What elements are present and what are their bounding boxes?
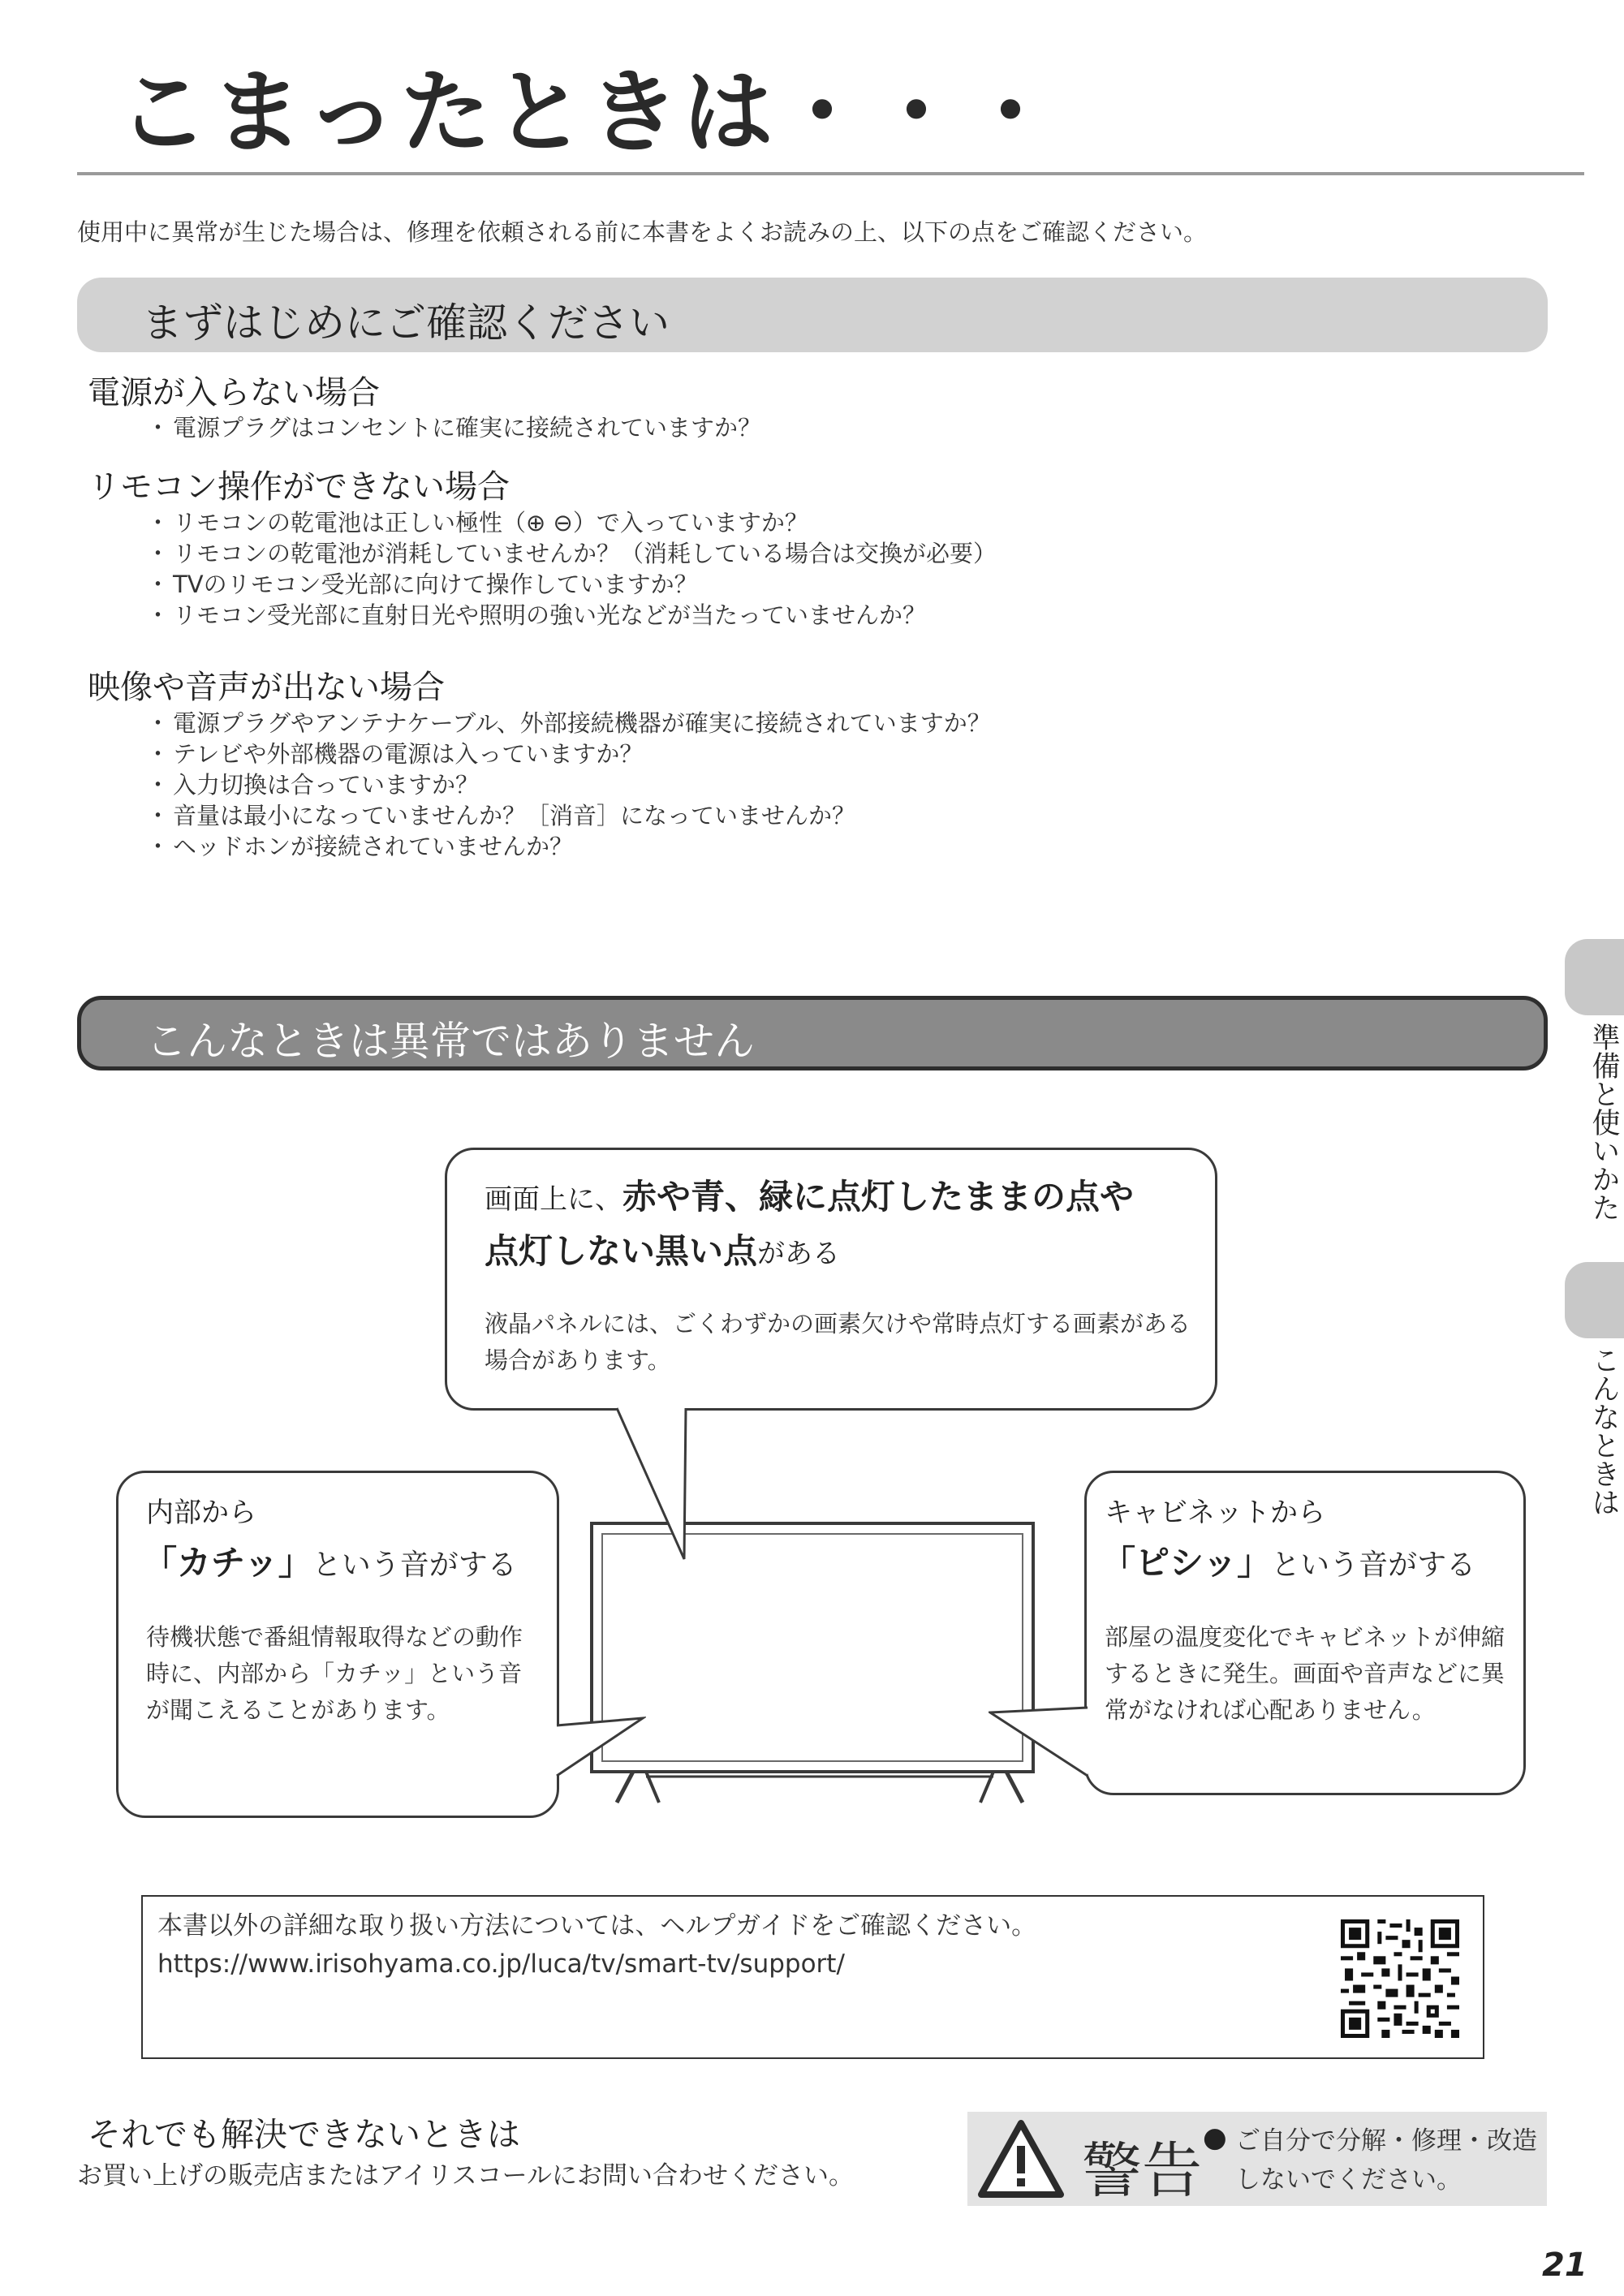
page-title: こまったときは・・・ — [118, 60, 1059, 166]
callout-tail-icon — [989, 1706, 1089, 1781]
callout-body: 部屋の温度変化でキャビネットが伸縮するときに発生。画面や音声などに異常がなければ心配ありません。 — [1105, 1623, 1506, 1724]
callout-suffix: という音がする — [1271, 1549, 1476, 1582]
list-item: ・ 音量は最小になっていませんか？［消音］になっていませんか？ — [146, 800, 991, 831]
section-heading-check-first: まずはじめにご確認ください — [77, 278, 1548, 352]
callout-bold: 「ピシッ」 — [1101, 1543, 1272, 1583]
help-line: 本書以外の詳細な取り扱い方法については、ヘルプガイドをご確認ください。 — [157, 1911, 1037, 1941]
callout-click-sound — [116, 1471, 559, 1818]
callout-lead: キャビネットから — [1105, 1497, 1325, 1529]
callout-lead: 内部から — [146, 1497, 256, 1529]
warning-text: ご自分で分解・修理・改造しないでください。 — [1235, 2126, 1537, 2195]
warning-triangle-icon — [976, 2118, 1066, 2199]
title-divider — [77, 172, 1584, 175]
callout-tail-icon — [555, 1716, 646, 1782]
side-tab-preparation[interactable]: 準備と使いかた — [1587, 1023, 1620, 1221]
intro-text: 使用中に異常が生じた場合は、修理を依頼される前に本書をよくお読みの上、以下の点をご確認ください。 — [77, 218, 1208, 246]
section-heading-not-abnormal: こんなときは異常ではありません — [77, 996, 1548, 1070]
list-item: ・ リモコンの乾電池は正しい極性（⊕ ⊖）で入っていますか？ — [146, 507, 997, 538]
page-number: 21 — [1542, 2246, 1587, 2284]
still-unresolved-text: お買い上げの販売店またはアイリスコールにお問い合わせください。 — [77, 2161, 854, 2190]
bullet-list-remote — [146, 507, 997, 631]
callout-crack-sound — [1084, 1471, 1526, 1795]
group-title-no-picture: 映像や音声が出ない場合 — [88, 669, 445, 706]
still-unresolved-heading: それでも解決できないときは — [88, 2115, 520, 2154]
group-title-no-power: 電源が入らない場合 — [88, 374, 380, 411]
callout-bold: 「カチッ」 — [143, 1543, 312, 1583]
side-tab-marker — [1565, 1262, 1624, 1338]
warning-label: 警告 — [1082, 2136, 1202, 2206]
side-tab-marker — [1565, 939, 1624, 1015]
list-item: ・ リモコン受光部に直射日光や照明の強い光などが当たっていませんか？ — [146, 600, 997, 631]
tv-screen — [601, 1533, 1023, 1762]
list-item: ・ 入力切換は合っていますか？ — [146, 769, 991, 800]
list-item: ・ テレビや外部機器の電源は入っていますか？ — [146, 739, 991, 769]
qr-code-icon — [1341, 1919, 1459, 2038]
list-item: ・ 電源プラグやアンテナケーブル、外部接続機器が確実に接続されていますか？ — [146, 708, 991, 739]
list-item: ・ ヘッドホンが接続されていませんか？ — [146, 831, 991, 862]
callout-lead-suffix: がある — [757, 1238, 841, 1271]
callout-tail-icon — [617, 1406, 706, 1565]
list-item: ・ リモコンの乾電池が消耗していませんか？（消耗している場合は交換が必要） — [146, 538, 997, 569]
bullet-list-no-picture — [146, 708, 991, 862]
help-guide-text — [157, 1907, 1036, 1983]
callout-lead-prefix: 画面上に、 — [485, 1183, 622, 1216]
help-url[interactable]: https://www.irisohyama.co.jp/luca/tv/smart-tv/support/ — [157, 1949, 845, 1979]
callout-suffix: という音がする — [312, 1549, 517, 1582]
callout-body: 待機状態で番組情報取得などの動作時に、内部から「カチッ」という音が聞こえることがあります。 — [146, 1623, 523, 1724]
group-title-remote: リモコン操作ができない場合 — [88, 468, 510, 506]
warning-bullet: ● — [1203, 2122, 1227, 2154]
list-item: ・ 電源プラグはコンセントに確実に接続されていますか？ — [146, 412, 761, 443]
callout-pixel-defects — [445, 1148, 1217, 1411]
callout-lead-bold-1: 赤や青、緑に点灯したままの点や — [622, 1177, 1135, 1217]
callout-body: 液晶パネルには、ごくわずかの画素欠けや常時点灯する画素がある場合があります。 — [485, 1310, 1191, 1374]
bullet-list-no-power — [146, 412, 761, 443]
callout-lead-bold-2: 点灯しない黒い点 — [485, 1231, 758, 1272]
list-item: ・ TVのリモコン受光部に向けて操作していますか？ — [146, 569, 997, 600]
side-tab-troubleshooting[interactable]: こんなときは — [1587, 1346, 1620, 1516]
